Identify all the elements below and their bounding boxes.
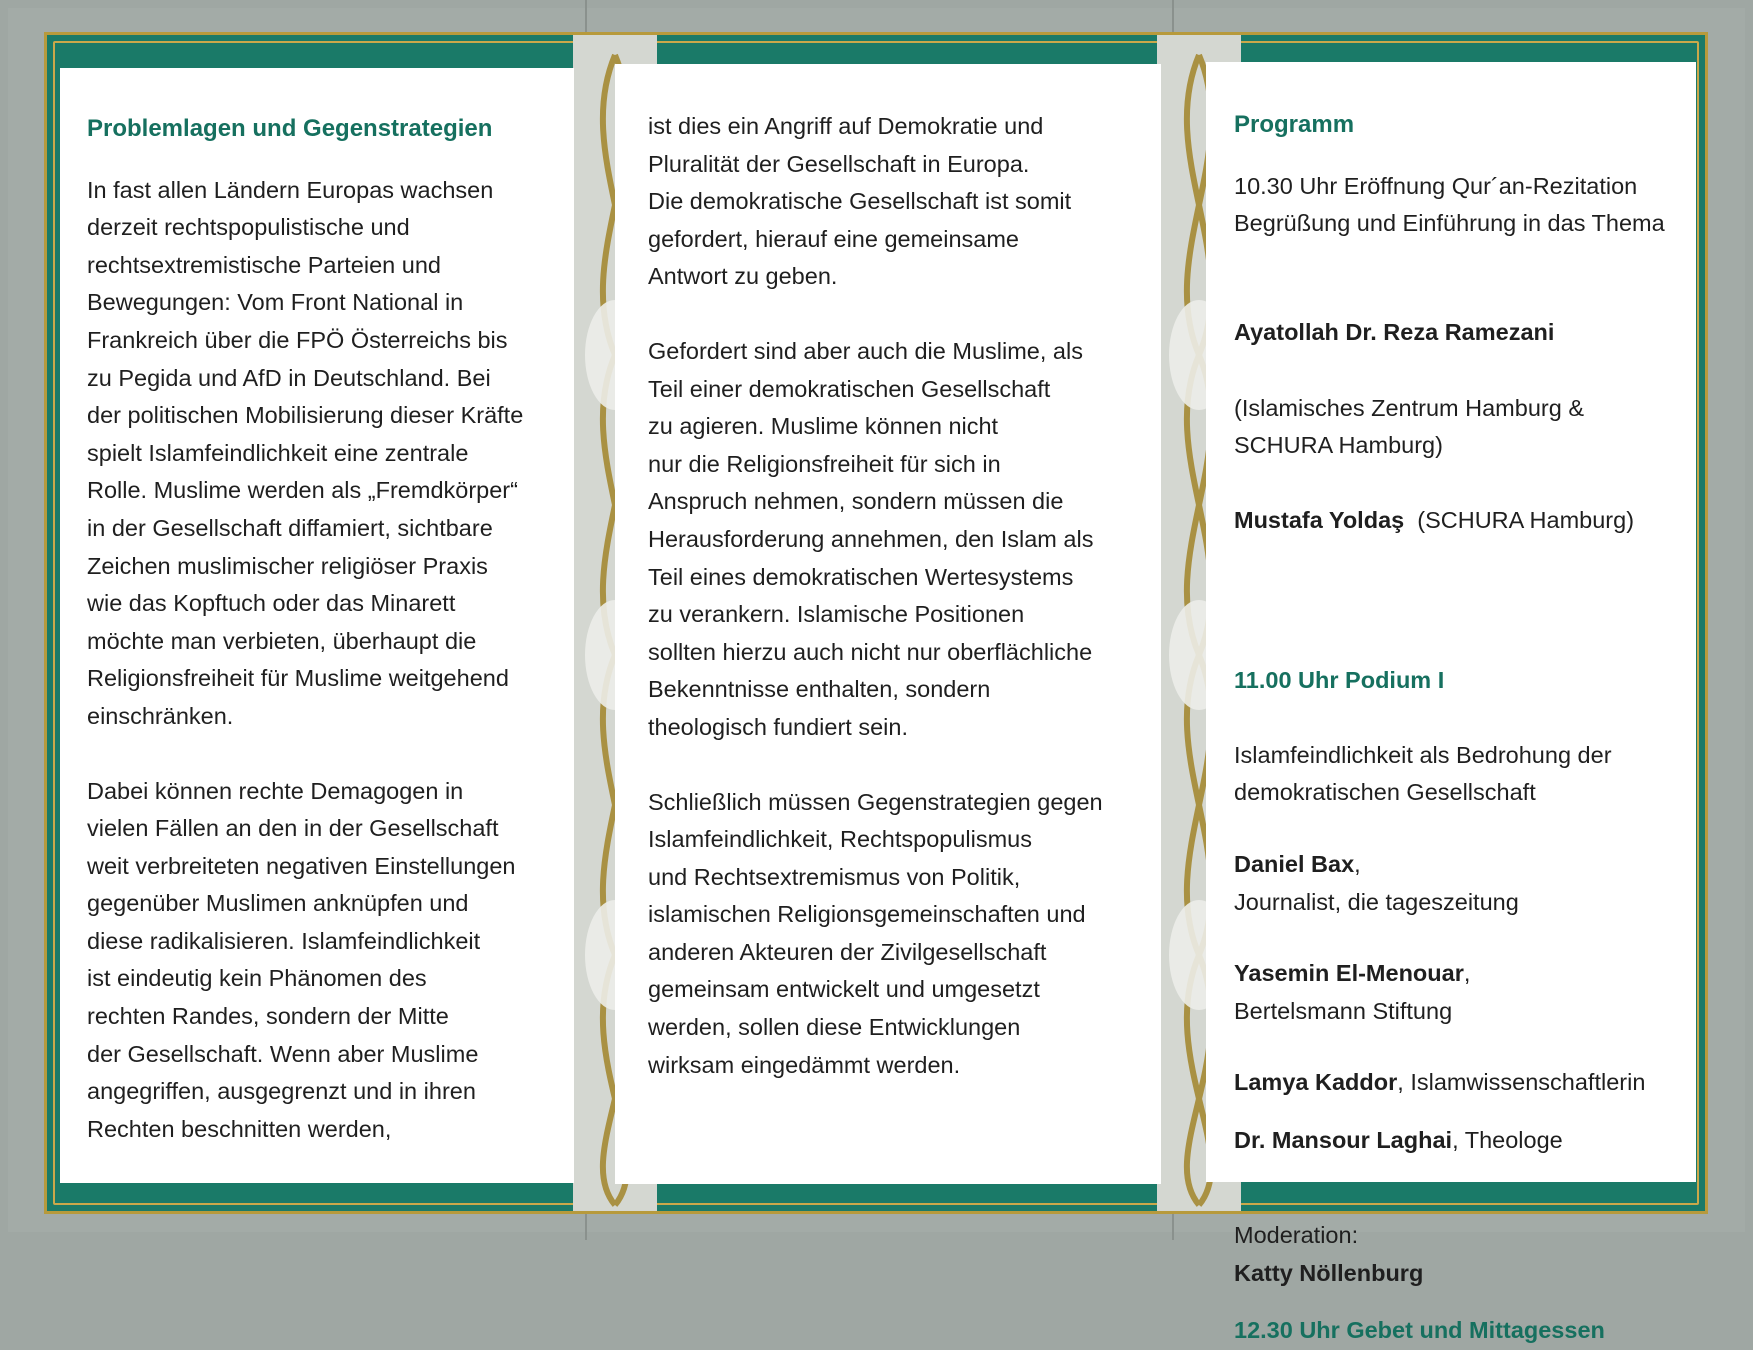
program-heading: Programm (1234, 111, 1355, 138)
podium-block (1234, 624, 1686, 812)
panelist-separator: , (1452, 1126, 1459, 1153)
paragraph: Schließlich müssen Gegenstrategien gegen Islamfeindlichkeit, Rechtspopulismus und Rechtsextremismus von Politik, islamischen Religionsgemeinschaften und anderen Akteuren der Zivilgesellschaft gemeinsam entwickelt und umgesetzt werden, sollen diese Entwicklungen wirksam eingedämmt werden. (648, 788, 1103, 1078)
podium-title: 11.00 Uhr Podium I (1234, 666, 1445, 693)
podium-topic: Islamfeindlichkeit als Bedrohung der demokratischen Gesellschaft (1234, 741, 1612, 806)
program-column (1206, 62, 1696, 1344)
panelist-name: Yasemin El-Menouar (1234, 960, 1464, 987)
moderation-label: Moderation: (1234, 1222, 1359, 1249)
welcome-speakers (1234, 277, 1686, 540)
panelist-role: Bertelsmann Stiftung (1234, 997, 1453, 1024)
left-column (60, 68, 574, 1183)
paragraph: Gefordert sind aber auch die Muslime, als Teil einer demokratischen Gesellschaft zu agieren. Muslime können nicht nur die Religionsfreiheit für sich in Anspruch nehmen, sondern müssen die Herausforderung annehmen, den Islam als Teil eines demokratischen Wertesystems zu verankern. Islamische Positionen sollten hierzu auch nicht nur oberflächliche Bekenntnisse enthalten, sondern theologisch fundiert sein. (648, 337, 1094, 740)
paragraph: Dabei können rechte Demagogen in vielen Fällen an den in der Gesellschaft weit verbreiteten negativen Einstellungen gegenüber Muslimen anknüpfen und diese radikalisieren. Islamfeindlichkeit ist eindeutig kein Phänomen des rechten Randes, sondern der Mitte der Gesellschaft. Wenn aber Muslime angegriffen, ausgegrenzt und in ihren Rechten beschnitten werden, (87, 777, 516, 1142)
panelist-name: Dr. Mansour Laghai (1234, 1126, 1453, 1153)
panelist-role: Journalist, die tageszeitung (1234, 888, 1519, 915)
panelist-role: Theologe (1464, 1126, 1563, 1153)
moderation (1234, 1179, 1686, 1292)
opening-item: 10.30 Uhr Eröffnung Qur´an-Rezitation Begrüßung und Einführung in das Thema (1234, 172, 1665, 237)
paragraph: In fast allen Ländern Europas wachsen derzeit rechtspopulistische und rechtsextremistische Parteien und Bewegungen: Vom Front National in Frankreich über die FPÖ Österreichs bis zu Pegida und AfD in Deutschland. Bei der politischen Mobilisierung dieser Kräfte spielt Islamfeindlichkeit eine zentrale Rolle. Muslime werden als „Fremdkörper“ in der Gesellschaft diffamiert, sichtbare Zeichen muslimischer religiöser Praxis wie das Kopftuch oder das Minarett möchte man verbieten, überhaupt die Religionsfreiheit für Muslime weitgehend einschränken. (87, 176, 524, 729)
speaker-name: Mustafa Yoldaş (1234, 507, 1405, 534)
panelist-name: Daniel Bax (1234, 850, 1355, 877)
closing-item: 12.30 Uhr Gebet und Mittagessen (1234, 1317, 1605, 1344)
panelist-separator: , (1463, 960, 1471, 987)
moderator-name: Katty Nöllenburg (1234, 1259, 1424, 1286)
middle-column (615, 64, 1161, 1184)
panelist-role: Islamwissenschaftlerin (1410, 1069, 1646, 1096)
speaker-name: Ayatollah Dr. Reza Ramezani (1234, 319, 1555, 346)
panelist-list (1234, 846, 1686, 1160)
panelist-name: Lamya Kaddor (1234, 1069, 1398, 1096)
panelist (1234, 1064, 1686, 1102)
section-heading: Problemlagen und Gegenstrategien (87, 115, 493, 142)
panelist (1234, 846, 1686, 921)
speaker-affiliation: (SCHURA Hamburg) (1417, 507, 1635, 534)
panelist-separator: , (1397, 1069, 1404, 1096)
paragraph: ist dies ein Angriff auf Demokratie und Pluralität der Gesellschaft in Europa. Die demokratische Gesellschaft ist somit gefordert, hierauf eine gemeinsame Antwort zu geben. (648, 113, 1072, 290)
speaker-affiliation: (Islamisches Zentrum Hamburg & SCHURA Hamburg) (1234, 394, 1584, 459)
panelist (1234, 955, 1686, 1030)
panelist (1234, 1122, 1686, 1160)
panelist-separator: , (1354, 850, 1361, 877)
